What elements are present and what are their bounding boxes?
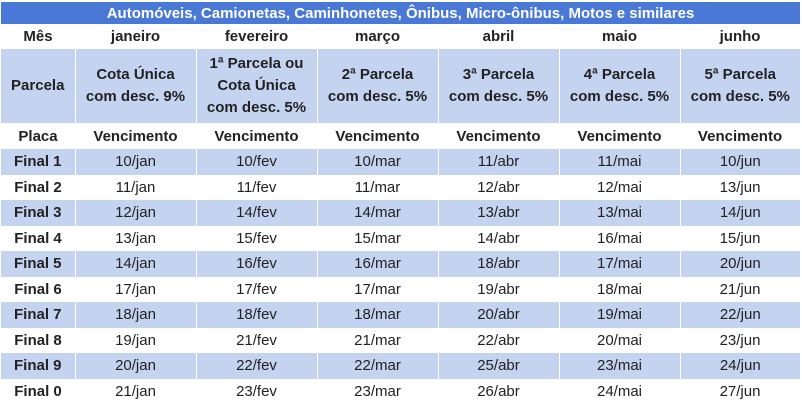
due-date-cell: 10/jan (75, 149, 196, 175)
table-row (1, 328, 800, 354)
due-date-cell: 11/abr (438, 149, 559, 175)
parcela-header-line: com desc. 5% (690, 88, 790, 105)
due-date-cell: 13/jun (680, 175, 800, 201)
due-date-cell: 23/mar (317, 379, 438, 405)
due-date-cell: 25/abr (438, 353, 559, 379)
placa-cell: Final 3 (1, 200, 75, 226)
due-date-cell: 16/fev (196, 251, 317, 277)
due-date-cell: 11/mai (559, 149, 680, 175)
table-row (1, 175, 800, 201)
parcela-header-line: com desc. 5% (206, 99, 307, 116)
due-date-cell: 15/fev (196, 226, 317, 252)
due-date-cell: 12/abr (438, 175, 559, 201)
parcela-row-label: Parcela (1, 49, 75, 123)
parcela-header-line: 4ª Parcela (583, 66, 656, 83)
due-date-cell: 24/mai (559, 379, 680, 405)
due-date-cell: 15/jun (680, 226, 800, 252)
table-row (1, 251, 800, 277)
month-row-label: Mês (1, 24, 75, 49)
due-date-cell: 11/fev (196, 175, 317, 201)
parcela-header (75, 49, 196, 123)
due-date-cell: 19/mai (559, 302, 680, 328)
parcela-header (317, 49, 438, 123)
due-date-cell: 14/jun (680, 200, 800, 226)
due-date-cell: 20/mai (559, 328, 680, 354)
due-date-cell: 17/fev (196, 277, 317, 303)
due-date-cell: 22/fev (196, 353, 317, 379)
due-date-cell: 21/jun (680, 277, 800, 303)
due-date-cell: 24/jun (680, 353, 800, 379)
due-date-cell: 12/jan (75, 200, 196, 226)
due-date-cell: 15/mar (317, 226, 438, 252)
vencimento-row (1, 123, 800, 149)
parcela-row (1, 49, 800, 123)
schedule-body (1, 2, 800, 404)
vencimento-header: Vencimento (438, 123, 559, 149)
due-date-cell: 16/mai (559, 226, 680, 252)
due-date-cell: 18/mar (317, 302, 438, 328)
due-date-cell: 20/abr (438, 302, 559, 328)
vencimento-header: Vencimento (559, 123, 680, 149)
table-row (1, 302, 800, 328)
placa-header: Placa (1, 123, 75, 149)
vencimento-header: Vencimento (75, 123, 196, 149)
due-date-cell: 19/jan (75, 328, 196, 354)
due-date-cell: 20/jan (75, 353, 196, 379)
month-header: fevereiro (196, 24, 317, 49)
due-date-cell: 10/mar (317, 149, 438, 175)
due-date-cell: 17/mar (317, 277, 438, 303)
vencimento-header: Vencimento (196, 123, 317, 149)
vencimento-header: Vencimento (680, 123, 800, 149)
due-date-cell: 12/mai (559, 175, 680, 201)
due-date-cell: 14/jan (75, 251, 196, 277)
parcela-header-line: 1ª Parcela ou (209, 55, 304, 72)
due-date-cell: 18/fev (196, 302, 317, 328)
due-date-cell: 21/fev (196, 328, 317, 354)
placa-cell: Final 6 (1, 277, 75, 303)
placa-cell: Final 9 (1, 353, 75, 379)
table-row (1, 353, 800, 379)
due-date-cell: 22/jun (680, 302, 800, 328)
parcela-header-line: 5ª Parcela (704, 66, 776, 83)
due-date-cell: 18/abr (438, 251, 559, 277)
title-row (1, 2, 800, 24)
due-date-cell: 27/jun (680, 379, 800, 405)
parcela-header (196, 49, 317, 123)
due-date-cell: 14/abr (438, 226, 559, 252)
due-date-cell: 18/mai (559, 277, 680, 303)
due-date-cell: 10/jun (680, 149, 800, 175)
due-date-cell: 14/mar (317, 200, 438, 226)
due-date-cell: 11/jan (75, 175, 196, 201)
placa-cell: Final 1 (1, 149, 75, 175)
due-date-cell: 23/mai (559, 353, 680, 379)
due-date-cell: 17/mai (559, 251, 680, 277)
placa-cell: Final 0 (1, 379, 75, 405)
due-date-cell: 22/mar (317, 353, 438, 379)
due-date-cell: 22/abr (438, 328, 559, 354)
table-row (1, 149, 800, 175)
parcela-header (438, 49, 559, 123)
placa-cell: Final 4 (1, 226, 75, 252)
month-header: junho (680, 24, 800, 49)
due-date-cell: 18/jan (75, 302, 196, 328)
placa-cell: Final 2 (1, 175, 75, 201)
parcela-header-line: com desc. 5% (569, 88, 670, 105)
parcela-header-line: com desc. 9% (85, 88, 186, 105)
due-date-cell: 21/jan (75, 379, 196, 405)
placa-cell: Final 8 (1, 328, 75, 354)
due-date-cell: 19/abr (438, 277, 559, 303)
parcela-header (559, 49, 680, 123)
due-date-cell: 13/abr (438, 200, 559, 226)
due-date-cell: 13/jan (75, 226, 196, 252)
due-date-cell: 10/fev (196, 149, 317, 175)
table-row (1, 277, 800, 303)
due-date-cell: 21/mar (317, 328, 438, 354)
vencimento-header: Vencimento (317, 123, 438, 149)
ipva-schedule-table (1, 2, 800, 404)
month-header: janeiro (75, 24, 196, 49)
due-date-cell: 23/fev (196, 379, 317, 405)
month-row (1, 24, 800, 49)
parcela-header-line: com desc. 5% (327, 88, 428, 105)
due-date-cell: 11/mar (317, 175, 438, 201)
table-row (1, 226, 800, 252)
month-header: abril (438, 24, 559, 49)
due-date-cell: 26/abr (438, 379, 559, 405)
due-date-cell: 20/jun (680, 251, 800, 277)
parcela-header-line: 2ª Parcela (341, 66, 414, 83)
table-title: Automóveis, Camionetas, Caminhonetes, Ônibus, Micro-ônibus, Motos e similares (1, 2, 800, 24)
due-date-cell: 13/mai (559, 200, 680, 226)
due-date-cell: 14/fev (196, 200, 317, 226)
due-date-cell: 17/jan (75, 277, 196, 303)
month-header: maio (559, 24, 680, 49)
placa-cell: Final 5 (1, 251, 75, 277)
table-row (1, 200, 800, 226)
due-date-cell: 16/mar (317, 251, 438, 277)
table-row (1, 379, 800, 405)
parcela-header-line: com desc. 5% (448, 88, 549, 105)
parcela-header-line: Cota Única (96, 66, 175, 83)
parcela-header (680, 49, 800, 123)
parcela-header-line: 3ª Parcela (462, 66, 535, 83)
month-header: março (317, 24, 438, 49)
placa-cell: Final 7 (1, 302, 75, 328)
due-date-cell: 23/jun (680, 328, 800, 354)
parcela-header-line: Cota Única (217, 77, 296, 94)
